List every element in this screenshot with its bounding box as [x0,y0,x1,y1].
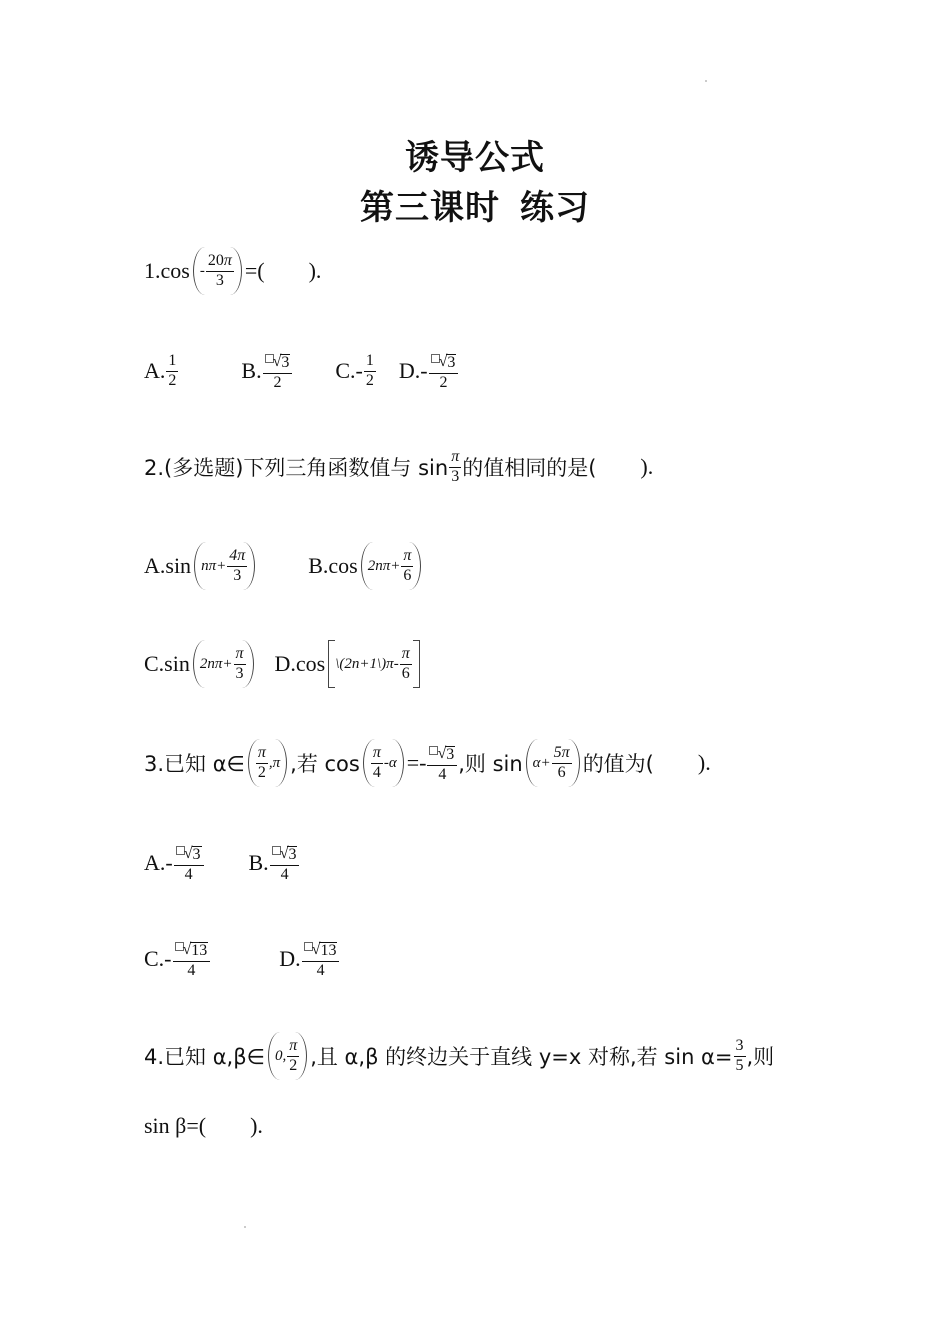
question-3-stem: 3.已知 α∈ $\frac{\pi}{2}$ ,π ,若 cos $\frac{\pi}{4}$ -α =- √ 3 4 ,则 sin α+ $\frac{5\pi}{6}$ 的值为( ). [144,733,711,793]
q2-option-c[interactable]: C.sin 2nπ+ $\frac{\pi}{3}$ [144,640,257,688]
page-title: 诱导公式 [405,138,545,178]
q2-option-a[interactable]: A.sin nπ+ $\frac{4\pi}{3}$ [144,542,258,590]
question-2-stem: 2.(多选题)下列三角函数值与 sin $\frac{\pi}{3}$ 的值相同的是( ). [144,447,654,485]
q3-option-d[interactable]: D. √ 13 4 [279,939,340,980]
q3-option-c[interactable]: C.- √ 13 4 [144,939,211,980]
page-subtitle [0,180,950,229]
q1-option-a[interactable]: A. $\frac{1}{2}$ [144,351,177,389]
subtitle-lesson: 第三课时 [360,188,500,228]
q1-fraction: $\frac{20\pi}{3}$ [207,251,232,289]
q1-option-b[interactable]: B. √ 3 2 [241,351,293,392]
question-3-options-cd [144,929,340,989]
question-1-options [144,341,459,401]
question-4-answer-line: sin β=( ). [144,1113,263,1138]
q3-option-a[interactable]: A.- √ 3 4 [144,843,205,884]
q2-fraction: $\frac{\pi}{3}$ [451,447,460,485]
q2-option-d[interactable]: D.cos \(2n+1\)π- $\frac{\pi}{6}$ [275,640,423,688]
q2-option-b[interactable]: B.cos 2nπ+ $\frac{\pi}{6}$ [308,542,424,590]
q1-paren: - $\frac{20\pi}{3}$ [193,247,242,295]
question-4-stem: 4.已知 α,β∈ 0, $\frac{\pi}{2}$ ,且 α,β 的终边关于直线 y=x 对称,若 sin α= $\frac{3}{5}$ ,则 [144,1026,774,1086]
subtitle-practice: 练习 [520,188,590,228]
scan-speck [244,1226,246,1228]
q1-option-d[interactable]: D.- √ 3 2 [399,351,460,392]
question-2-options-ab [144,536,424,596]
q3-option-b[interactable]: B. √ 3 4 [249,843,301,884]
q1-option-c[interactable]: C.- $\frac{1}{2}$ [335,351,374,389]
question-1-stem: 1.cos - $\frac{20\pi}{3}$ =( ). [144,241,321,301]
question-3-options-ab [144,833,300,893]
scan-speck [705,80,707,82]
question-2-options-cd [144,634,423,694]
